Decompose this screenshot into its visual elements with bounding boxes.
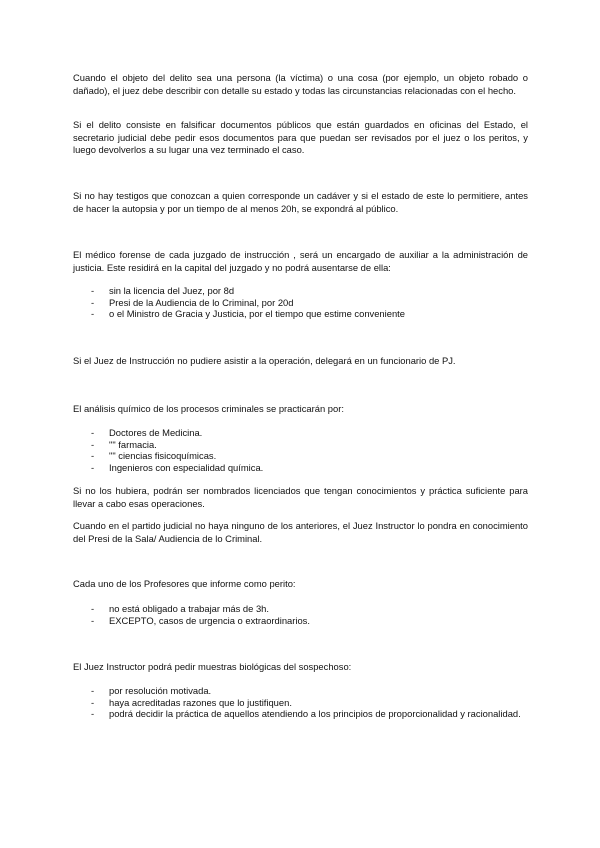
- paragraph-chemical-analysis: El análisis químico de los procesos criminales se practicarán por:: [73, 403, 344, 414]
- list-item: - "" farmacia.: [73, 439, 528, 451]
- list-item: - no está obligado a trabajar más de 3h.: [73, 603, 528, 615]
- paragraph-public-documents: Si el delito consiste en falsificar documentos públicos que están guardados en oficinas del Estado, el secretario judicial debe pedir esos documentos para que puedan ser revisados por el juez o los peritos, y luego devolverlos a su lugar una vez terminado el caso.: [73, 119, 528, 155]
- list-item: - podrá decidir la práctica de aquellos atendiendo a los principios de proporcionalidad y racionalidad.: [73, 708, 528, 720]
- list-sample-conditions: [73, 685, 528, 720]
- list-item: - o el Ministro de Gracia y Justicia, por el tiempo que estime conveniente: [73, 308, 528, 320]
- list-item: - Ingenieros con especialidad química.: [73, 462, 528, 474]
- list-expert-obligations: [73, 603, 528, 626]
- paragraph-forensic-doctor: El médico forense de cada juzgado de instrucción , será un encargado de auxiliar a la administración de justicia. Este residirá en la capital del juzgado y no podrá ausentarse de ella:: [73, 249, 528, 273]
- paragraph-expert-professors: Cada uno de los Profesores que informe como perito:: [73, 578, 296, 589]
- list-item: - Doctores de Medicina.: [73, 427, 528, 439]
- list-item: - por resolución motivada.: [73, 685, 528, 697]
- paragraph-delegation: Si el Juez de Instrucción no pudiere asistir a la operación, delegará en un funcionario de PJ.: [73, 355, 456, 366]
- paragraph-unidentified-corpse: Si no hay testigos que conozcan a quien corresponde un cadáver y si el estado de este lo permitiere, antes de hacer la autopsia y por un tiempo de al menos 20h, se expondrá al público.: [73, 190, 528, 214]
- list-item: - "" ciencias fisicoquímicas.: [73, 450, 528, 462]
- list-chemical-analysts: [73, 427, 528, 473]
- list-item: - sin la licencia del Juez, por 8d: [73, 285, 528, 297]
- list-item: - haya acreditadas razones que lo justifiquen.: [73, 697, 528, 709]
- paragraph-licensed-substitutes: Si no los hubiera, podrán ser nombrados licenciados que tengan conocimientos y práctica suficiente para llevar a cabo esas operaciones.: [73, 485, 528, 509]
- paragraph-victim-object: Cuando el objeto del delito sea una persona (la víctima) o una cosa (por ejemplo, un objeto robado o dañado), el juez debe describir con detalle su estado y todas las circunstancias relacionadas con el hecho.: [73, 72, 528, 96]
- list-absence-permissions: [73, 285, 528, 320]
- paragraph-biological-samples: El Juez Instructor podrá pedir muestras biológicas del sospechoso:: [73, 661, 352, 672]
- list-item: - EXCEPTO, casos de urgencia o extraordinarios.: [73, 615, 528, 627]
- paragraph-none-available: Cuando en el partido judicial no haya ninguno de los anteriores, el Juez Instructor lo pondra en conocimiento del Presi de la Sala/ Audiencia de lo Criminal.: [73, 520, 528, 544]
- list-item: - Presi de la Audiencia de lo Criminal, por 20d: [73, 297, 528, 309]
